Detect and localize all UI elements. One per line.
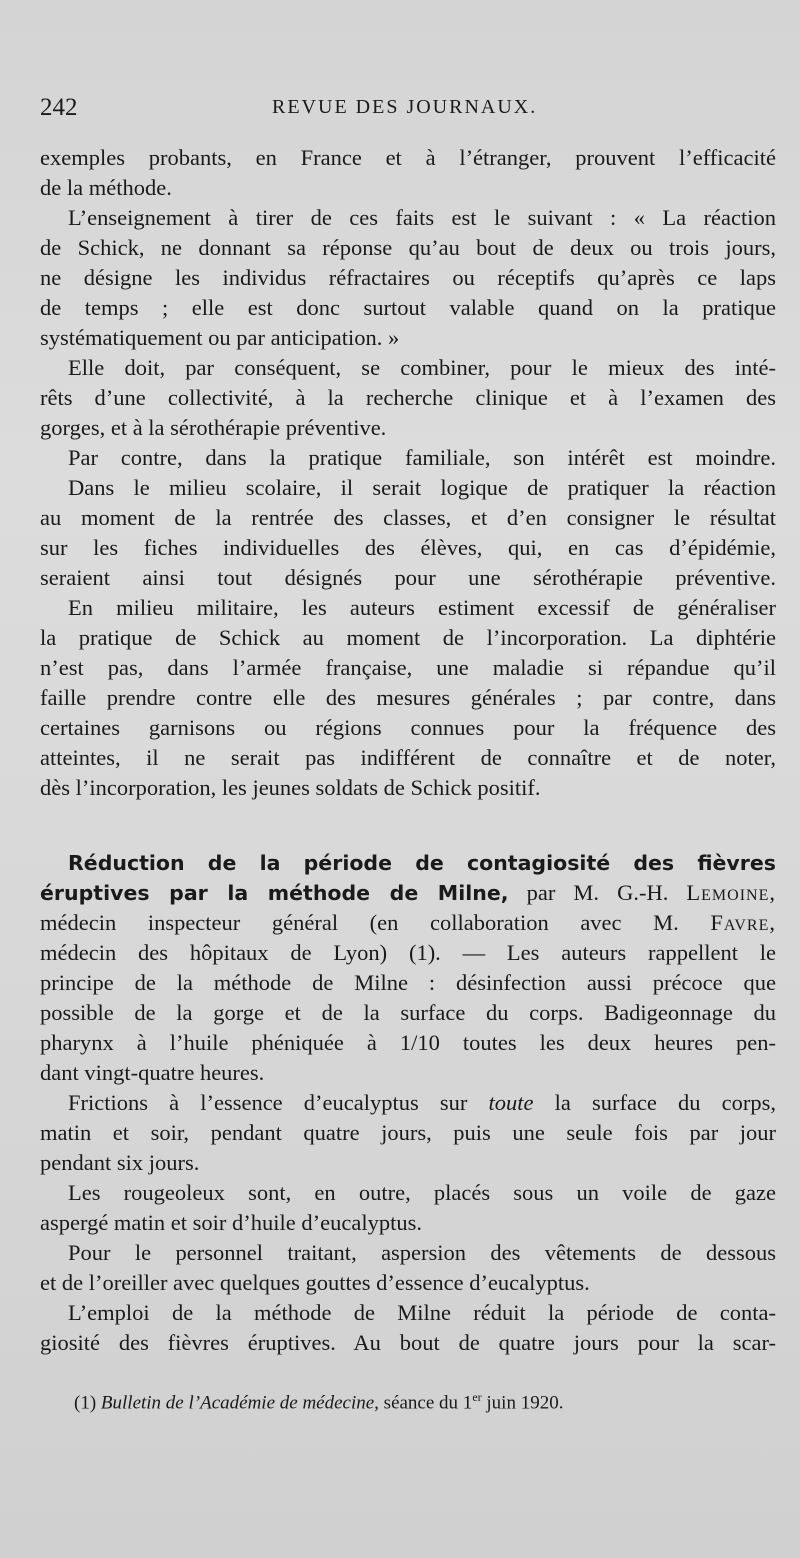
text-line: éruptives par la méthode de Milne, par M. G.-H. Lemoine, bbox=[40, 880, 776, 905]
text-line: Dans le milieu scolaire, il serait logique de pratiquer la réaction bbox=[68, 475, 776, 500]
article-title-continued: éruptives par la méthode de Milne, bbox=[40, 881, 509, 905]
text-line: aspergé matin et soir d’huile d’eucalyptus. bbox=[40, 1210, 422, 1235]
text-line: et de l’oreiller avec quelques gouttes d’essence d’eucalyptus. bbox=[40, 1270, 590, 1295]
author-name: Lemoine, bbox=[686, 880, 776, 905]
emphasis: toute bbox=[488, 1090, 534, 1115]
body-text-section-2 bbox=[40, 848, 776, 1358]
text-line: L’enseignement à tirer de ces faits est le suivant : « La réaction bbox=[68, 205, 776, 230]
text-line: Frictions à l’essence d’eucalyptus sur toute la surface du corps, bbox=[68, 1090, 776, 1115]
text-line: rêts d’une collectivité, à la recherche clinique et à l’examen des bbox=[40, 385, 776, 410]
article-title: Réduction de la période de contagiosité des fièvres bbox=[68, 851, 776, 875]
text-line: certaines garnisons ou régions connues pour la fréquence des bbox=[40, 715, 776, 740]
text-line: n’est pas, dans l’armée française, une maladie si répandue qu’il bbox=[40, 655, 776, 680]
text-line: dès l’incorporation, les jeunes soldats de Schick positif. bbox=[40, 775, 541, 800]
footnote-marker: (1) bbox=[74, 1392, 97, 1414]
text-line: matin et soir, pendant quatre jours, puis une seule fois par jour bbox=[40, 1120, 776, 1145]
text-line: au moment de la rentrée des classes, et d’en consigner le résultat bbox=[40, 505, 776, 530]
text-line: giosité des fièvres éruptives. Au bout de quatre jours pour la scar- bbox=[40, 1330, 776, 1355]
footnote-source: Bulletin de l’Académie de médecine, bbox=[100, 1392, 379, 1414]
text-line: exemples probants, en France et à l’étranger, prouvent l’efficacité bbox=[40, 145, 776, 170]
text-line: atteintes, il ne serait pas indifférent de connaître et de noter, bbox=[40, 745, 776, 770]
page-number: 242 bbox=[40, 94, 78, 121]
text-line: la pratique de Schick au moment de l’incorporation. La diphtérie bbox=[40, 625, 776, 650]
text-line: faille prendre contre elle des mesures générales ; par contre, dans bbox=[40, 685, 776, 710]
text-line: Les rougeoleux sont, en outre, placés sous un voile de gaze bbox=[68, 1180, 776, 1205]
body-text-section-1 bbox=[40, 143, 776, 803]
text-line: gorges, et à la sérothérapie préventive. bbox=[40, 415, 387, 440]
text-line: pendant six jours. bbox=[40, 1150, 200, 1175]
text-line: Pour le personnel traitant, aspersion des vêtements de dessous bbox=[68, 1240, 776, 1265]
text-line: En milieu militaire, les auteurs estiment excessif de généraliser bbox=[68, 595, 776, 620]
footnote: (1) Bulletin de l’Académie de médecine, séance du 1er juin 1920. bbox=[74, 1390, 564, 1414]
text-line: de temps ; elle est donc surtout valable quand on la pratique bbox=[40, 295, 776, 320]
text-line: dant vingt-quatre heures. bbox=[40, 1060, 265, 1085]
text-line: seraient ainsi tout désignés pour une sérothérapie préventive. bbox=[40, 565, 776, 590]
running-title: REVUE DES JOURNAUX. bbox=[272, 96, 538, 118]
text-line: pharynx à l’huile phéniquée à 1/10 toutes les deux heures pen- bbox=[40, 1030, 776, 1055]
text-line: systématiquement ou par anticipation. » bbox=[40, 325, 400, 350]
text-line: ne désigne les individus réfractaires ou réceptifs qu’après ce laps bbox=[40, 265, 776, 290]
text-line: médecin des hôpitaux de Lyon) (1). — Les auteurs rappellent le bbox=[40, 940, 776, 965]
text-line: Par contre, dans la pratique familiale, son intérêt est moindre. bbox=[68, 445, 776, 470]
text-line: principe de la méthode de Milne : désinfection aussi précoce que bbox=[40, 970, 776, 995]
author-name: Favre, bbox=[710, 910, 776, 935]
text-line: Elle doit, par conséquent, se combiner, pour le mieux des inté- bbox=[68, 355, 776, 380]
text-line: de la méthode. bbox=[40, 175, 172, 200]
text-line: possible de la gorge et de la surface du corps. Badigeonnage du bbox=[40, 1000, 776, 1025]
text-line: sur les fiches individuelles des élèves, qui, en cas d’épidémie, bbox=[40, 535, 776, 560]
text-line: médecin inspecteur général (en collaboration avec M. Favre, bbox=[40, 910, 776, 935]
page-header bbox=[40, 94, 780, 124]
text-line: de Schick, ne donnant sa réponse qu’au bout de deux ou trois jours, bbox=[40, 235, 776, 260]
text-line: L’emploi de la méthode de Milne réduit la période de conta- bbox=[68, 1300, 776, 1325]
article-title-line bbox=[40, 848, 776, 878]
